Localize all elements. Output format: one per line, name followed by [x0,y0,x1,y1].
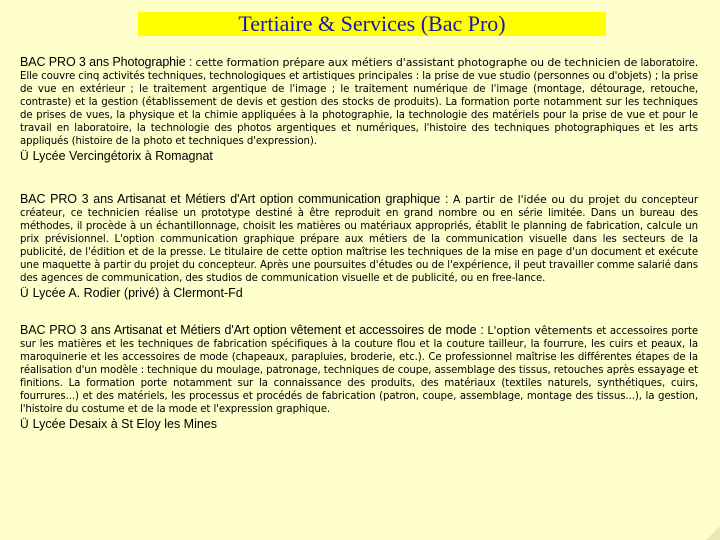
section-lead: cette formation prépare aux métiers d'assistant photographe ou de technicien de [195,56,638,69]
page-curl-corner [706,526,720,540]
section-body: et accessoires porte sur les matières et les techniques de fabrication spécifiques à la couture flou et la couture tailleur, la fourrure, les cuirs et peaux, la maroquinerie et les accessoires de mode (chapeaux, parapluies, broderie, etc.). Ce professionnel maîtrise les différentes étapes de la réalisation d'un modèle : technique du moulage, patronage, techniques de coupe, assemblage des tissus, retouches après essayage et finitions. La formation porte notamment sur la connaissance des produits, des matériaux (textiles naturels, synthétiques, cuirs, fourrures...) et des matériels, les processus et procédés de fabrication (patron, coupe, assemblage, montage des tissus...), la gestion, l'histoire du costume et de la mode et l'expression graphique. [20,326,699,415]
arrow-right-icon: Ü [20,417,29,431]
arrow-right-icon: Ü [20,149,29,163]
section-body: laboratoire. Elle couvre cinq activités techniques, technologiques et artistiques principales : la prise de vue studio (personnes ou d'objets) ; la prise de vue en extérieur ; le traitement argentique de l'image ; le traitement numérique de l'image (montage, détourage, retouche, contraste) et la gestion (établissement de devis et gestion des stocks de produits). La formation porte notamment sur les techniques de prises de vues, la physique et la chimie appliquées à la photographie, la technologie des matériels pour la prise de vue et pour le travail en laboratoire, la technologie des photos argentiques et numériques, l'histoire des techniques photographiques et les arts appliqués (histoire de la photo et techniques d'expression). [20,58,698,147]
section-lead: A partir de l'idée ou du projet [452,193,620,206]
arrow-right-icon: Ü [20,286,29,300]
school-name: Lycée Vercingétorix à Romagnat [32,149,213,163]
section-description [20,193,698,285]
section-vetement-accessoires [20,324,698,432]
section-lead: L'option vêtements [487,324,593,337]
school-line [20,286,698,301]
school-name: Lycée A. Rodier (privé) à Clermont-Fd [32,286,243,300]
school-line [20,149,698,164]
section-heading: BAC PRO 3 ans Photographie : [20,55,193,69]
section-heading: BAC PRO 3 ans Artisanat et Métiers d'Art option communication graphique : [20,192,449,206]
section-communication-graphique [20,193,698,301]
school-line [20,417,698,432]
section-description [20,324,698,416]
section-photographie [20,56,698,164]
page-title: Tertiaire & Services (Bac Pro) [138,12,606,36]
section-heading: BAC PRO 3 ans Artisanat et Métiers d'Art option vêtement et accessoires de mode : [20,323,484,337]
school-name: Lycée Desaix à St Eloy les Mines [32,417,218,431]
section-description [20,56,698,148]
section-body: du concepteur créateur, ce technicien réalise un prototype destiné à être reproduit en grand nombre ou en série limitée. Dans un bureau des méthodes, il procède à un échantillonnage, choisit les matières ou matériaux appropriés, établit le planning de fabrication, calcule un prix prévisionnel. L'option communication graphique prépare aux métiers de la communication visuelle dans les secteurs de la publicité, de l'édition et de la presse. Le titulaire de cette option maîtrise les techniques de la mise en page d'un document et exécute une maquette à partir du projet du concepteur. Après une poursuites d'études ou de l'expérience, il peut travailler comme salarié dans des agences de communication, des studios de communication visuelle et de publicité, ou en free-lance. [20,195,698,284]
